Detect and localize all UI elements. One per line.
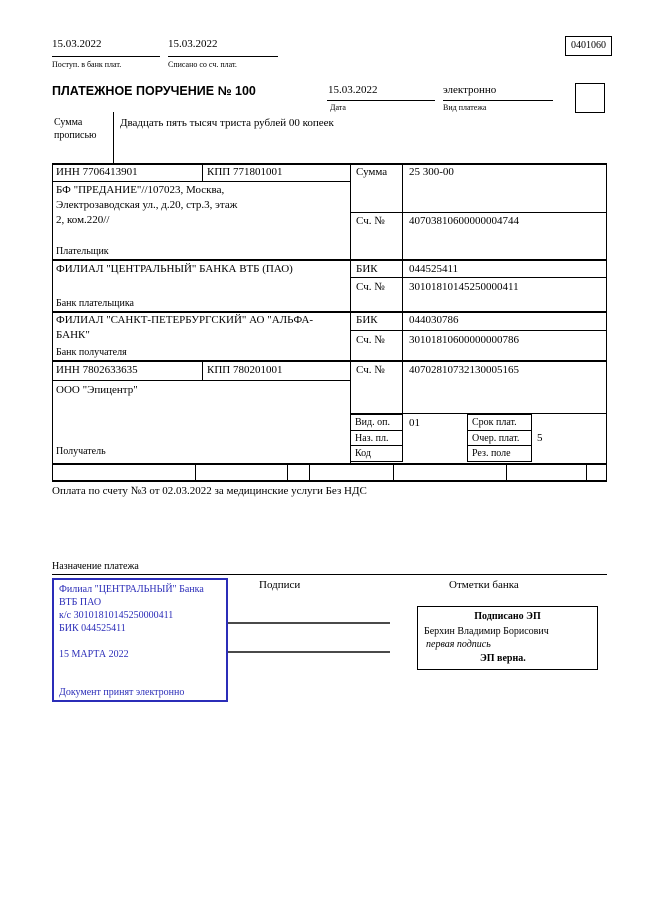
table-border <box>52 360 607 362</box>
table-border <box>52 181 350 182</box>
debited-date: 15.03.2022 <box>168 38 218 50</box>
table-border <box>309 463 310 481</box>
received-date-label: Поступ. в банк плат. <box>52 60 122 69</box>
signature-line <box>228 622 390 624</box>
payer-bank-bik: 044525411 <box>409 263 459 275</box>
table-border <box>195 463 196 481</box>
table-border <box>287 463 288 481</box>
amount-words-label-2: прописью <box>54 130 97 141</box>
divider-line <box>113 112 114 163</box>
table-border <box>606 163 607 481</box>
stamp-date: 15 МАРТА 2022 <box>59 649 129 660</box>
stamp-bik: БИК 044525411 <box>59 623 126 634</box>
stamp-corr-account: к/с 30101810145250000411 <box>59 610 174 621</box>
payer-kpp: КПП 771801001 <box>207 166 283 178</box>
table-border <box>52 463 607 465</box>
payment-purpose: Оплата по счету №3 от 02.03.2022 за медицинские услуги Без НДС <box>52 485 367 497</box>
vid-op-label-cell: Вид. оп. <box>350 414 403 431</box>
page-title: ПЛАТЕЖНОЕ ПОРУЧЕНИЕ № 100 <box>52 84 256 98</box>
payer-bank-account-label: Сч. № <box>356 281 385 293</box>
payer-inn: ИНН 7706413901 <box>56 166 138 178</box>
table-border <box>402 163 403 413</box>
sum-label: Сумма <box>356 166 388 178</box>
beneficiary-account: 40702810732130005165 <box>409 364 519 376</box>
purpose-section-label: Назначение платежа <box>52 561 139 572</box>
payment-kind: электронно <box>443 84 497 96</box>
beneficiary-account-label: Сч. № <box>356 364 385 376</box>
esign-verdict: ЭП верна. <box>480 653 526 664</box>
esign-subtitle: первая подпись <box>426 639 491 650</box>
table-border <box>350 277 607 278</box>
payer-name-1: БФ "ПРЕДАНИЕ"//107023, Москва, <box>56 184 225 196</box>
bank-stamp <box>52 578 228 702</box>
beneficiary-bank-name-1: ФИЛИАЛ "САНКТ-ПЕТЕРБУРГСКИЙ" АО "АЛЬФА- <box>56 314 314 326</box>
table-border <box>52 163 607 165</box>
signatures-label: Подписи <box>259 579 301 591</box>
esign-signer-name: Берхин Владимир Борисович <box>424 626 549 637</box>
srok-plat-label-cell: Срок плат. <box>467 414 532 431</box>
table-border <box>586 463 587 481</box>
doc-date-label: Дата <box>330 103 346 112</box>
beneficiary-bank-section-label: Банк получателя <box>56 347 127 358</box>
table-border <box>52 259 607 261</box>
table-border <box>202 163 203 181</box>
stamp-bank-name-2: ВТБ ПАО <box>59 597 102 608</box>
beneficiary-section-label: Получатель <box>56 446 106 457</box>
payer-bank-name: ФИЛИАЛ "ЦЕНТРАЛЬНЫЙ" БАНКА ВТБ (ПАО) <box>56 263 293 275</box>
stamp-bank-name-1: Филиал "ЦЕНТРАЛЬНЫЙ" Банка <box>59 584 204 595</box>
beneficiary-bank-bik: 044030786 <box>409 314 459 326</box>
beneficiary-bank-account-label: Сч. № <box>356 334 385 346</box>
amount-words-label-1: Сумма <box>54 117 83 128</box>
beneficiary-name: ООО "Эпицентр" <box>56 384 138 396</box>
amount-in-words: Двадцать пять тысяч триста рублей 00 копеек <box>120 117 334 129</box>
bank-marks-label: Отметки банка <box>449 579 519 591</box>
payer-bank-bik-label: БИК <box>356 263 378 275</box>
naz-pl-label-cell: Наз. пл. <box>350 430 403 446</box>
vid-op-value: 01 <box>409 417 420 429</box>
beneficiary-kpp: КПП 780201001 <box>207 364 283 376</box>
table-border <box>202 360 203 380</box>
table-border <box>350 330 607 331</box>
divider-line <box>327 100 435 101</box>
form-code-box: 0401060 <box>565 36 612 56</box>
table-border <box>52 163 53 481</box>
table-border <box>350 212 607 213</box>
beneficiary-bank-account: 30101810600000000786 <box>409 334 519 346</box>
ocher-plat-label-cell: Очер. плат. <box>467 430 532 446</box>
esignature-stamp <box>417 606 598 670</box>
divider-line <box>52 56 160 57</box>
beneficiary-bank-bik-label: БИК <box>356 314 378 326</box>
doc-date: 15.03.2022 <box>328 84 378 96</box>
beneficiary-inn: ИНН 7802633635 <box>56 364 138 376</box>
payment-kind-label: Вид платежа <box>443 103 487 112</box>
divider-line <box>168 56 278 57</box>
rez-pole-label-cell: Рез. поле <box>467 445 532 462</box>
received-date: 15.03.2022 <box>52 38 102 50</box>
beneficiary-bank-name-2: БАНК" <box>56 329 90 341</box>
kod-label-cell: Код <box>350 445 403 462</box>
signature-line <box>228 651 390 653</box>
divider-line <box>443 100 553 101</box>
table-border <box>52 311 607 313</box>
payer-account: 40703810600000004744 <box>409 215 519 227</box>
payer-bank-account: 30101810145250000411 <box>409 281 519 293</box>
status-field-box <box>575 83 605 113</box>
payer-bank-section-label: Банк плательщика <box>56 298 134 309</box>
stamp-footer: Документ принят электронно <box>59 687 185 698</box>
sum-value: 25 300-00 <box>409 166 454 178</box>
debited-date-label: Списано со сч. плат. <box>168 60 237 69</box>
table-border <box>506 463 507 481</box>
table-border <box>52 480 607 482</box>
table-border <box>393 463 394 481</box>
table-border <box>52 380 350 381</box>
payer-name-2: Электрозаводская ул., д.20, стр.3, этаж <box>56 199 238 211</box>
payer-account-label: Сч. № <box>356 215 385 227</box>
payer-name-3: 2, ком.220// <box>56 214 110 226</box>
divider-line <box>52 574 607 575</box>
esign-title: Подписано ЭП <box>474 611 541 622</box>
ocher-plat-value: 5 <box>537 432 543 444</box>
payer-section-label: Плательщик <box>56 246 109 257</box>
